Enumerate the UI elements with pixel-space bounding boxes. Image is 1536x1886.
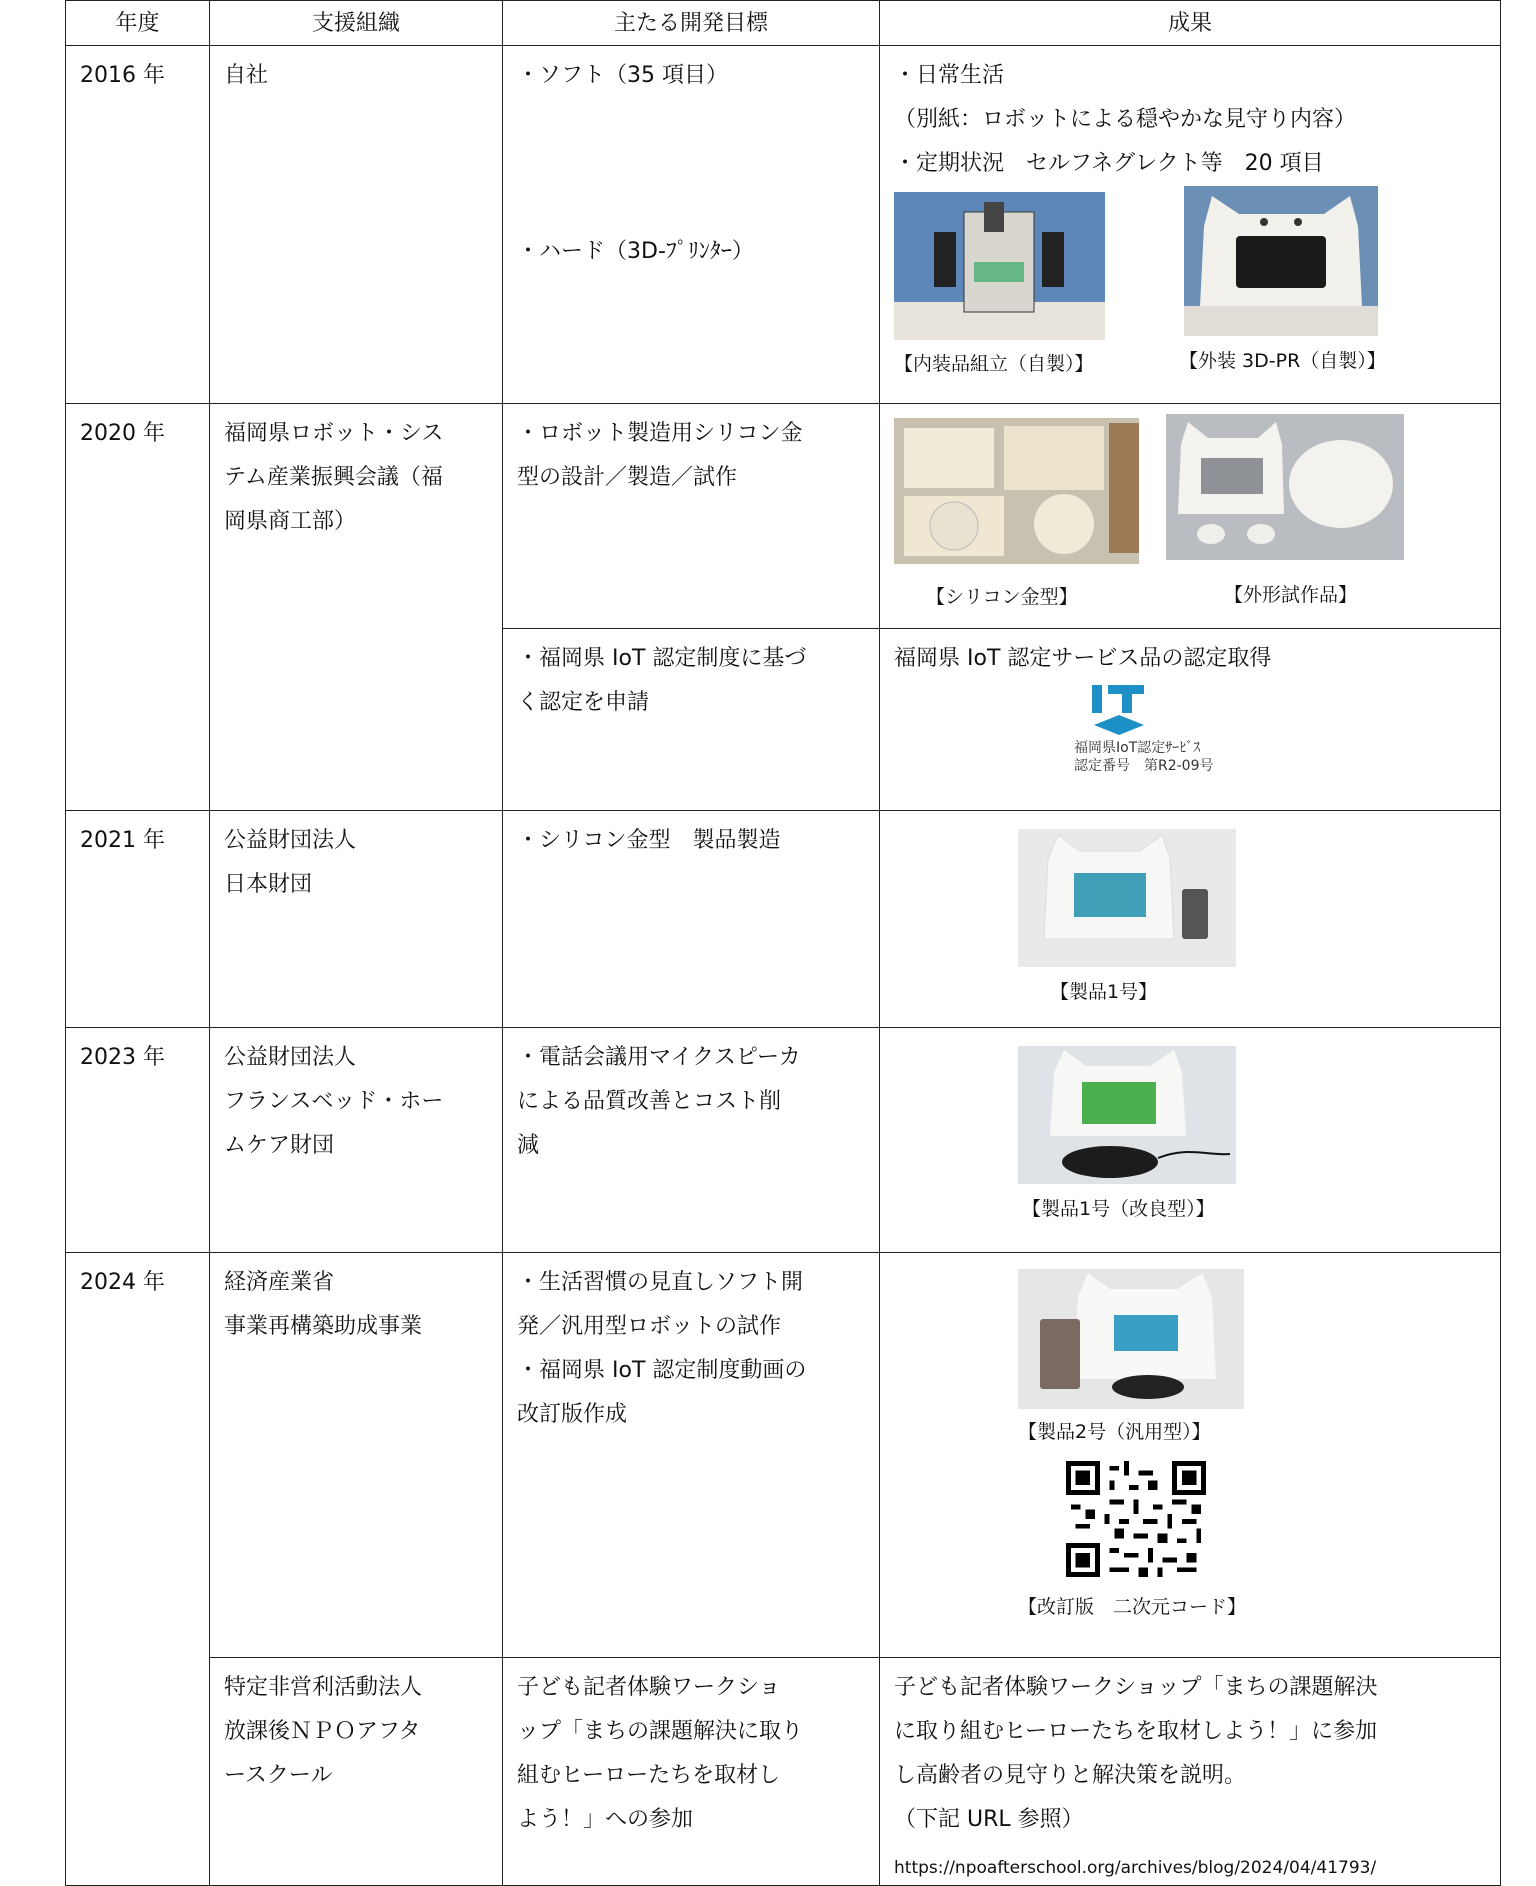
photo-caption: 【外装 3D-PR（自製）】 — [1179, 350, 1386, 372]
goal-cell: ・福岡県 IoT 認定制度に基づ く認定を申請 — [503, 629, 880, 811]
header-row — [66, 1, 1501, 46]
result-cell — [880, 1028, 1501, 1253]
product-2-photo — [1018, 1269, 1244, 1409]
result-cell — [880, 1253, 1501, 1658]
org-cell: 特定非営利活動法人 放課後ＮＰＯアフタ ースクール — [210, 1658, 503, 1886]
product-1-improved-photo — [1018, 1046, 1236, 1184]
result-cell: ・日常生活 （別紙：ロボットによる穏やかな見守り内容） ・定期状況 セルフネグレクト等 20 項目 【内装品組立（自製）】 【外装 3D-PR（自製）】 — [880, 46, 1501, 404]
org-cell: 公益財団法人 日本財団 — [210, 811, 503, 1028]
logo-text: 福岡県IoT認定ｻｰﾋﾞｽ — [1074, 740, 1201, 756]
table-row-2020 — [66, 404, 1501, 629]
goal-cell: 子ども記者体験ワークショ ップ「まちの課題解決に取り 組むヒーローたちを取材し よう！」への参加 — [503, 1658, 880, 1886]
org-cell: 公益財団法人 フランスベッド・ホー ムケア財団 — [210, 1028, 503, 1253]
year-cell: 2016 年 — [66, 46, 210, 404]
year-cell: 2021 年 — [66, 811, 210, 1028]
year-cell: 2023 年 — [66, 1028, 210, 1253]
photo-caption: 【内装品組立（自製）】 — [894, 353, 1094, 375]
org-cell: 経済産業省 事業再構築助成事業 — [210, 1253, 503, 1658]
result-cell: 子ども記者体験ワークショップ「まちの課題解決 に取り組むヒーローたちを取材しよう！」に参加 し高齢者の見守りと解決策を説明。 （下記 URL 参照） https://npoafterschool.org/archives/blog/2024/04/41793/ — [880, 1658, 1501, 1886]
article-url-link[interactable]: https://npoafterschool.org/archives/blog/2024/04/41793/ — [894, 1858, 1377, 1878]
photo-caption: 【改訂版 二次元コード】 — [1018, 1596, 1247, 1618]
photo-caption: 【外形試作品】 — [1224, 584, 1358, 606]
org-cell: 福岡県ロボット・シス テム産業振興会議（福 岡県商工部） — [210, 404, 503, 811]
development-history-table — [65, 0, 1501, 1886]
year-cell: 2024 年 — [66, 1253, 210, 1886]
result-cell — [880, 811, 1501, 1028]
iot-certification-logo — [1074, 681, 1490, 791]
header-org: 支援組織 — [210, 1, 503, 46]
iot-logo-icon — [1084, 681, 1154, 737]
goal-cell: ・電話会議用マイクスピーカ による品質改善とコスト削 減 — [503, 1028, 880, 1253]
result-cell — [880, 404, 1501, 629]
internal-assembly-photo — [894, 192, 1105, 340]
exterior-3d-print-photo — [1184, 186, 1378, 336]
photo-caption: 【製品1号（改良型）】 — [1022, 1198, 1215, 1220]
qr-code-image — [1066, 1461, 1206, 1577]
year-cell: 2020 年 — [66, 404, 210, 811]
photo-caption: 【製品2号（汎用型）】 — [1018, 1421, 1211, 1443]
header-goal: 主たる開発目標 — [503, 1, 880, 46]
table-row-2024-npo — [66, 1658, 1501, 1886]
table-row-2024 — [66, 1253, 1501, 1658]
table-row-2023 — [66, 1028, 1501, 1253]
table-row-2016 — [66, 46, 1501, 404]
goal-cell: ・生活習慣の見直しソフト開 発／汎用型ロボットの試作 ・福岡県 IoT 認定制度動画の 改訂版作成 — [503, 1253, 880, 1658]
table-row-2021 — [66, 811, 1501, 1028]
header-result: 成果 — [880, 1, 1501, 46]
prototype-shell-photo — [1166, 414, 1404, 560]
goal-cell: ・ロボット製造用シリコン金 型の設計／製造／試作 — [503, 404, 880, 629]
photo-caption: 【シリコン金型】 — [926, 586, 1078, 608]
photo-caption: 【製品1号】 — [1050, 981, 1158, 1003]
header-year: 年度 — [66, 1, 210, 46]
logo-text: 認定番号 第R2-09号 — [1074, 758, 1214, 774]
goal-cell: ・シリコン金型 製品製造 — [503, 811, 880, 1028]
silicone-mold-photo — [894, 418, 1139, 564]
org-cell: 自社 — [210, 46, 503, 404]
goal-cell: ・ソフト（35 項目） ・ハード（3D-ﾌﾟﾘﾝﾀｰ） — [503, 46, 880, 404]
product-1-photo — [1018, 829, 1236, 967]
result-cell: 福岡県 IoT 認定サービス品の認定取得 福岡県IoT認定ｻｰﾋﾞｽ 認定番号 第R2-09号 — [880, 629, 1501, 811]
